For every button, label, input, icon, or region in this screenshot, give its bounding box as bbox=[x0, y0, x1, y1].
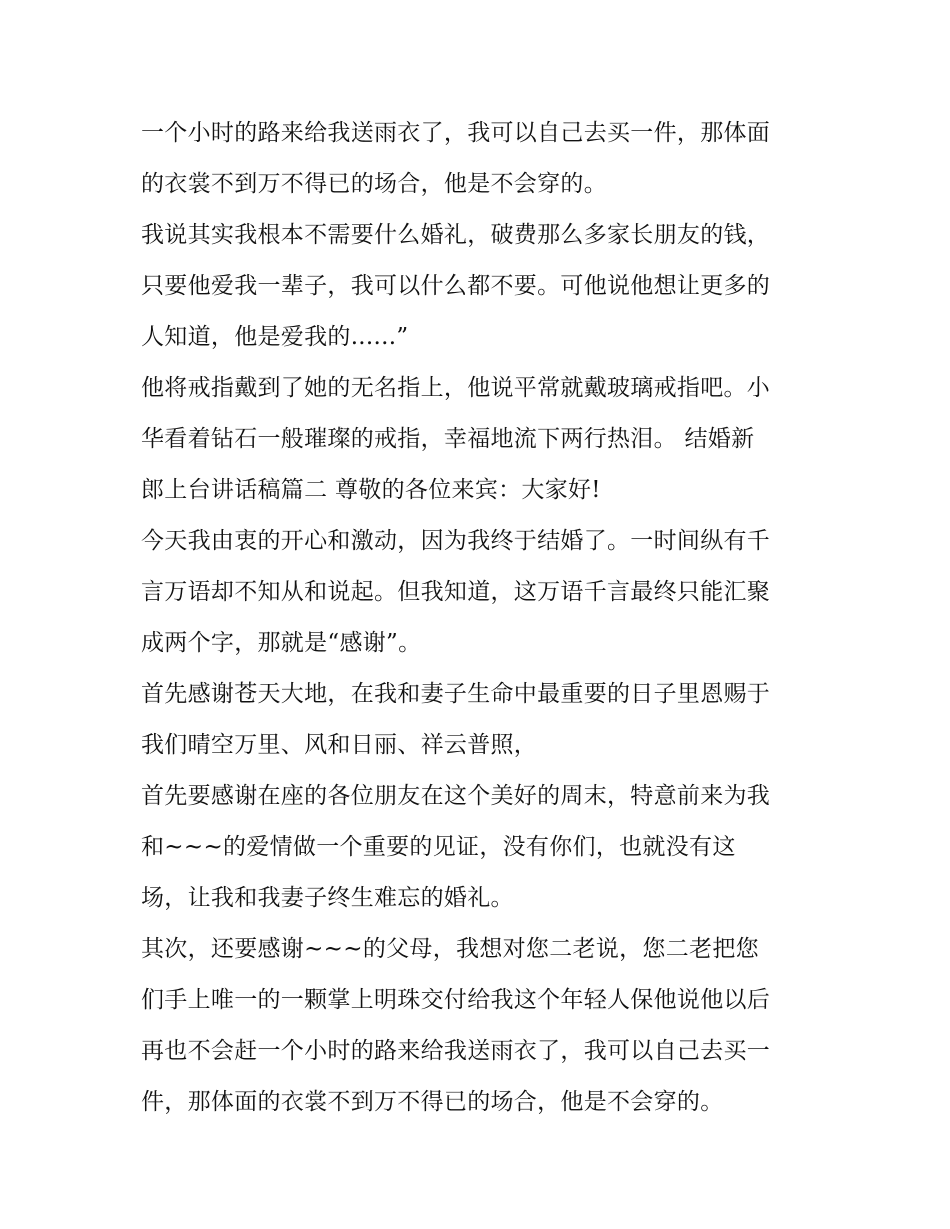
text-line: 成两个字，那就是“感谢”。 bbox=[141, 630, 422, 656]
text-line: 场，让我和我妻子终生难忘的婚礼。 bbox=[141, 885, 514, 911]
body-text bbox=[141, 108, 821, 1128]
text-line: 人知道，他是爱我的......” bbox=[141, 324, 409, 350]
text-line: 和~~~的爱情做一个重要的见证，没有你们，也就没有这 bbox=[141, 834, 736, 860]
text-line: 首先感谢苍天大地，在我和妻子生命中最重要的日子里恩赐于 bbox=[141, 681, 771, 707]
text-line: 首先要感谢在座的各位朋友在这个美好的周末，特意前来为我 bbox=[141, 783, 771, 809]
text-line: 我们晴空万里、风和日丽、祥云普照， bbox=[141, 732, 538, 758]
text-line: 再也不会赶一个小时的路来给我送雨衣了，我可以自己去买一 bbox=[141, 1038, 771, 1064]
text-line: 件，那体面的衣裳不到万不得已的场合，他是不会穿的。 bbox=[141, 1089, 724, 1115]
text-line: 今天我由衷的开心和激动，因为我终于结婚了。一时间纵有千 bbox=[141, 528, 771, 554]
text-line: 的衣裳不到万不得已的场合，他是不会穿的。 bbox=[141, 171, 607, 197]
text-line: 们手上唯一的一颗掌上明珠交付给我这个年轻人保他说他以后 bbox=[141, 987, 771, 1013]
text-line: 我说其实我根本不需要什么婚礼，破费那么多家长朋友的钱， bbox=[141, 222, 771, 248]
text-line: 他将戒指戴到了她的无名指上，他说平常就戴玻璃戒指吧。小 bbox=[141, 375, 771, 401]
text-line: 一个小时的路来给我送雨衣了，我可以自己去买一件，那体面 bbox=[141, 120, 771, 146]
text-line: 言万语却不知从和说起。但我知道，这万语千言最终只能汇聚 bbox=[141, 579, 771, 605]
text-line: 只要他爱我一辈子，我可以什么都不要。可他说他想让更多的 bbox=[141, 273, 771, 299]
text-line: 华看着钻石一般璀璨的戒指，幸福地流下两行热泪。 结婚新 bbox=[141, 426, 755, 452]
text-line: 其次，还要感谢~~~的父母，我想对您二老说，您二老把您 bbox=[141, 936, 759, 962]
text-line: 郎上台讲话稿篇二 尊敬的各位来宾：大家好! bbox=[141, 477, 601, 503]
